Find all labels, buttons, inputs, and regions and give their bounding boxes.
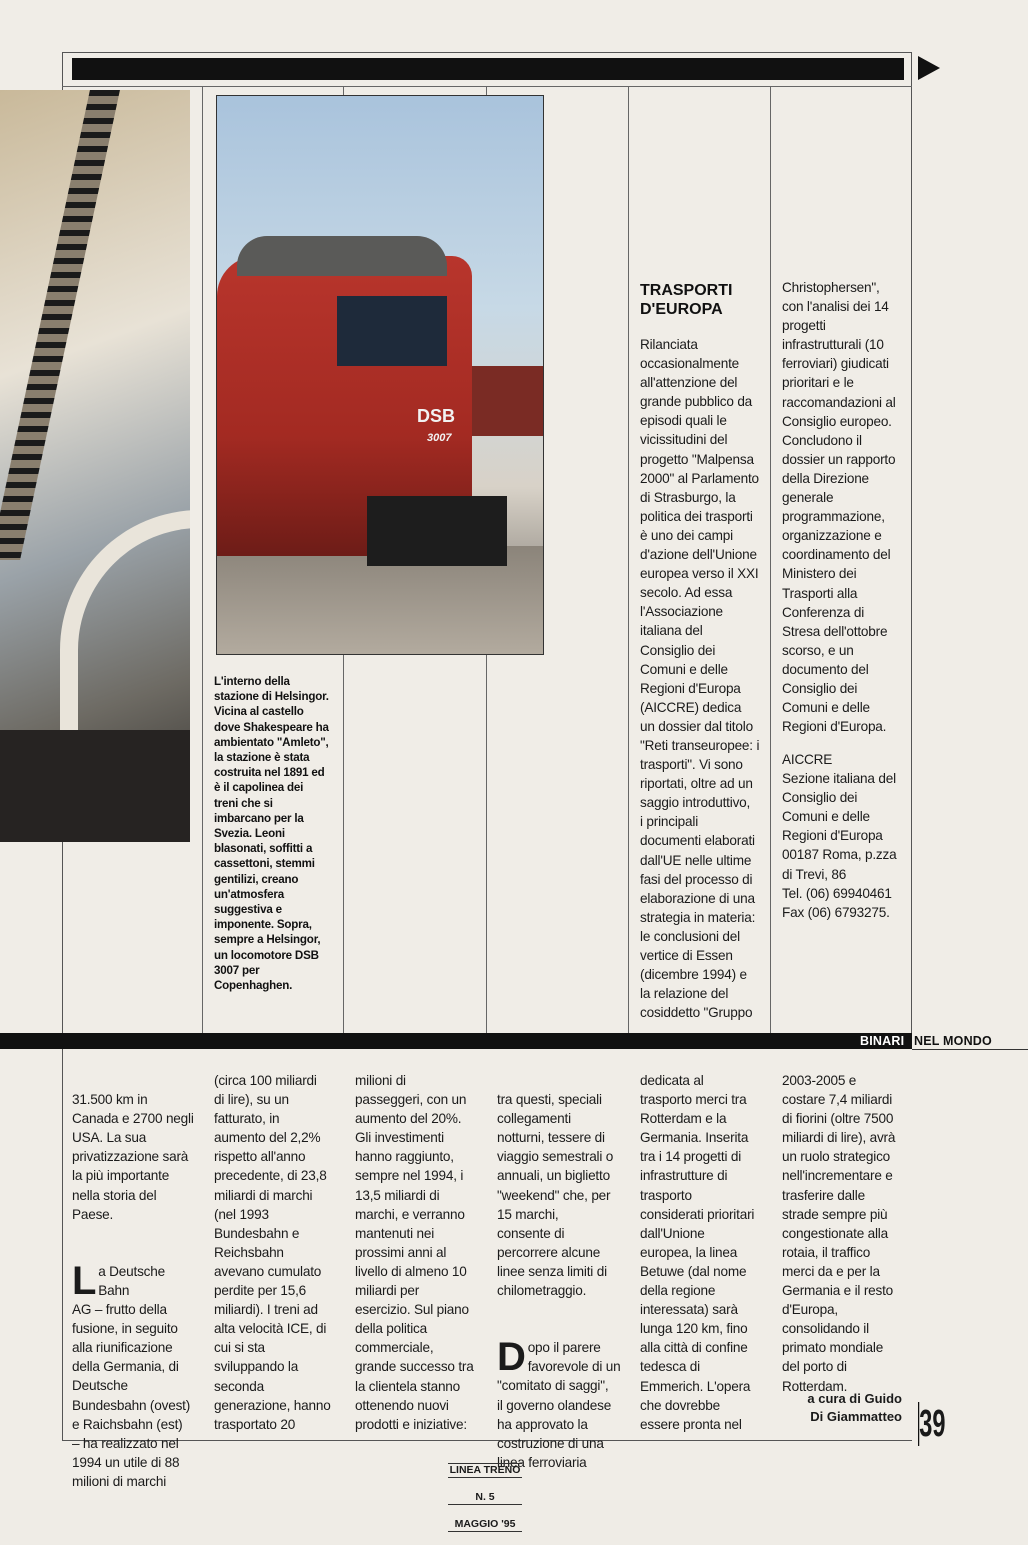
arrow-right-icon [918,56,940,80]
photo-caption: L'interno della stazione di Helsingor. Vicina al castello dove Shakespeare ha ambientato "Amleto", la stazione è stata costruita nel 1891 ed è il capolinea dei treni che si imbarcano per la Svezia. Leoni blasonati, soffitti a cassettoni, stemmi gentilizi, creano un'atmosfera suggestiva e imponente. Sopra, sempre a Helsingor, un locomotore DSB 3007 per Copenhaghen. [214,675,329,993]
article-heading: TRASPORTI D'EUROPA [640,282,733,318]
page-number: 39 [919,1403,946,1445]
footer-issue: N. 5 [448,1491,522,1505]
top-black-bar [72,58,904,80]
byline: a cura di Guido Di Giammatteo [807,1391,902,1424]
bottom-column-2: (circa 100 miliardi di lire), su un fatturato, in aumento del 2,2% rispetto all'anno precedente, di 23,8 miliardi di marchi (nel 1993 Bundesbahn e Reichsbahn avevano cumulato perdite per 15,6 miliardi). I treni ad alta velocità ICE, di cui si sta sviluppando la seconda generazione, hanno trasportato 20 [214,1073,331,1432]
footer-masthead [448,1450,522,1545]
column-rule [770,86,771,1034]
bottom-column-5: dedicata al trasporto merci tra Rotterdam e la Germania. Inserita tra i 14 progetti di infrastrutture di trasporto considerati prioritari dall'Unione europea, la linea Betuwe (dal nome della regione interessata) sarà lunga 120 km, fino alla città di confine tedesca di Emmerich. L'opera che dovrebbe essere pronta nel [640,1073,755,1432]
loco-number: 3007 [427,432,452,444]
bottom-column-1 [72,1071,198,1510]
column-1-paragraph [72,1258,198,1491]
locomotive-photo [216,95,544,655]
band-underline [912,1049,1028,1050]
column-rule [202,86,203,1034]
bottom-column-3: milioni di passeggeri, con un aumento del 20%. Gli investimenti hanno raggiunto, sempre nel 1994, i 13,5 miliardi di marchi, e verranno mantenuti nei prossimi anni al livello di almeno 10 miliardi per esercizio. Sul piano della politica commerciale, grande successo tra la clientela stanno ottenendo nuovi prodotti e iniziative: [355,1073,474,1432]
section-label-binari: BINARI [860,1034,905,1048]
article-column-2: Christophersen", con l'analisi dei 14 progetti infrastrutturali (10 ferroviari) giudicati prioritari e le raccomandazioni al Consiglio europeo. Concludono il dossier un rapporto della Direzione generale programmazione, organizzazione e coordinamento del Ministero dei Trasporti alla Conferenza di Stresa dell'ottobre scorso, e un documento del Consiglio dei Comuni e delle Regioni d'Europa. [782,280,896,735]
column-4-top: tra questi, speciali collegamenti notturni, tessere di viaggio semestrali o annuali, un biglietto "weekend" che, per 15 marchi, consente di percorrere alcune linee senza limiti di chilometraggio. [497,1092,614,1299]
column-4-rest: opo il parere favorevole di un "comitato di saggi", il governo olandese ha approvato la costruzione di una linea ferroviaria [497,1340,621,1470]
footer-date: MAGGIO '95 [448,1518,522,1532]
loco-logo: DSB [417,406,456,426]
address-block: AICCRE Sezione italiana del Consiglio dei Comuni e delle Regioni d'Europa 00187 Roma, p.zza di Trevi, 86 Tel. (06) 69940461 Fax (06) 6793275. [782,752,897,920]
column-1-rest: a Deutsche Bahn AG – frutto della fusione, in seguito alla riunificazione della Germania, di Deutsche Bundesbahn (ovest) e Raichsbahn (est) – ha realizzato nel 1994 un utile di 88 milioni di marchi [72,1263,191,1489]
bottom-column-6: 2003-2005 e costare 7,4 miliardi di fiorini (oltre 7500 miliardi di lire), avrà un ruolo strategico nell'incrementare e trasferire dalle strade sempre più congestionate alla rotaia, il traffico merci da e per la Germania e il resto d'Europa, consolidando il primato mondiale del porto di Rotterdam. [782,1073,896,1394]
column-rule [628,86,629,1034]
dropcap-d: D [497,1335,526,1380]
footer-title: LINEA TRENO [449,1464,521,1476]
dropcap-l: L [72,1258,97,1303]
section-band [0,1033,912,1049]
section-label-mondo: NEL MONDO [914,1034,992,1048]
bottom-column-4 [497,1071,625,1491]
station-interior-photo [0,90,190,842]
article-column-1: Rilanciata occasionalmente all'attenzione del grande pubblico da episodi quali le vicissitudini del progetto "Malpensa 2000" al Parlamento di Strasburgo, la politica dei trasporti è uno dei campi d'azione dell'Unione europea verso il XXI secolo. Ad essa l'Associazione italiana del Consiglio dei Comuni e delle Regioni d'Europa (AICCRE) dedica un dossier dal titolo "Reti transeuropee: i trasporti". Vi sono riportati, oltre ad un saggio introduttivo, i principali documenti elaborati dall'UE nelle ultime fasi del processo di elaborazione di una strategia in materia: le conclusioni del vertice di Essen (dicembre 1994) e la relazione del cosiddetto "Gruppo [640,337,760,1021]
rule [62,86,912,87]
column-1-top: 31.500 km in Canada e 2700 negli USA. La sua privatizzazione sarà la più importante nella storia del Paese. [72,1092,194,1222]
